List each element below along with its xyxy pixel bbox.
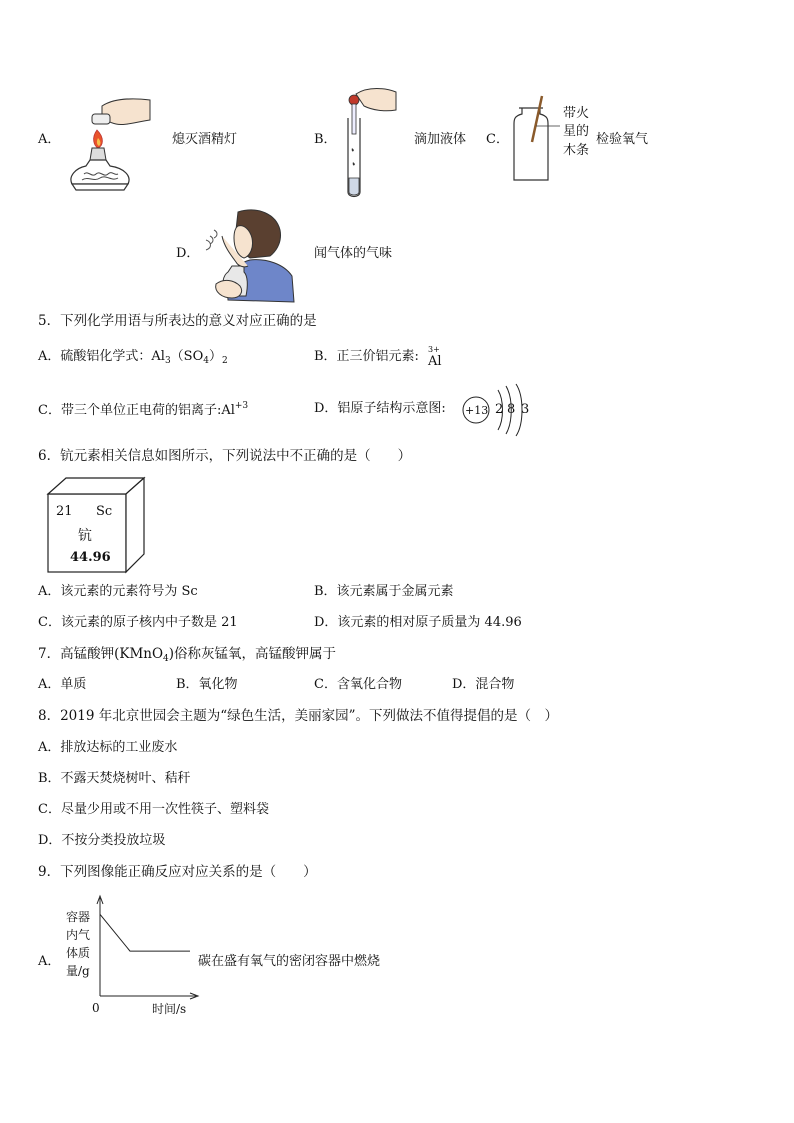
chart-ylabel-line4: 量/g (66, 964, 90, 978)
element-card-name: 钪 (78, 528, 92, 544)
q8-option-b: B．不露天焚烧树叶、秸秆 (38, 771, 191, 786)
gas-mass-vs-time-chart (90, 892, 200, 1000)
q4-option-a-text: 熄灭酒精灯 (172, 132, 238, 147)
element-card-symbol: Sc (96, 504, 113, 519)
q5-option-c: C．带三个单位正电荷的铝离子$:Al^{+3}$ (38, 401, 249, 418)
al-shell-1-count: 2 (495, 402, 504, 417)
smelling-gas-boy-illustration (200, 206, 296, 302)
q4-option-c-text: 检验氧气 (596, 132, 649, 147)
q9-stem: 9．下列图像能正确反应对应关系的是（ ） (38, 864, 317, 880)
q4-option-b-text: 滴加液体 (414, 132, 467, 147)
chart-ylabel-line1: 容器 (66, 910, 91, 924)
chart-xlabel: 时间/s (152, 1002, 187, 1016)
q6-option-c: C．该元素的原子核内中子数是 21 (38, 615, 238, 630)
q8-option-c: C．尽量少用或不用一次性筷子、塑料袋 (38, 802, 269, 817)
q4-option-c-label-line3: 木条 (563, 143, 590, 158)
q8-option-a: A．排放达标的工业废水 (38, 740, 178, 755)
q5-option-b: B．正三价铝元素: (314, 349, 419, 364)
q8-option-d: D．不按分类投放垃圾 (38, 833, 166, 848)
q4-option-c-label-line2: 星的 (563, 124, 590, 139)
q7-option-b: B．氧化物 (176, 677, 238, 692)
extinguish-alcohol-lamp-illustration (62, 96, 154, 192)
q5-option-b-charge: 3+ (428, 345, 440, 354)
q7-option-c: C．含氧化合物 (314, 677, 402, 692)
gas-jar-oxygen-test-illustration (510, 92, 560, 184)
q7-option-a: A．单质 (38, 677, 87, 692)
q5-option-a: A．硫酸铝化学式：$Al_3(SO_4)_2$ (38, 349, 228, 366)
q4-option-a-letter: A． (38, 132, 61, 147)
chart-ylabel-line3: 体质 (66, 946, 91, 960)
al-nucleus-charge: +13 (465, 404, 489, 417)
q9-option-a-letter: A． (38, 954, 61, 969)
element-card-atomic-number: 21 (56, 504, 73, 519)
al-shell-2-count: 8 (507, 402, 516, 417)
q4-option-c-letter: C． (486, 132, 509, 147)
q6-option-a: A．该元素的元素符号为 Sc (38, 584, 198, 599)
q9-option-a-caption: 碳在盛有氧气的密闭容器中燃烧 (198, 954, 381, 969)
q7-stem: 7．高锰酸钾(KMnO$_4$)俗称灰锰氧，高锰酸钾属于 (38, 646, 337, 664)
q6-option-b: B．该元素属于金属元素 (314, 584, 454, 599)
q7-option-d: D．混合物 (452, 677, 515, 692)
element-card-mass: 44.96 (70, 550, 111, 565)
al-shell-3-count: 3 (521, 402, 530, 417)
chart-ylabel-line2: 内气 (66, 928, 91, 942)
q5-option-b-symbol: Al (428, 354, 442, 369)
chart-series-line-0 (100, 914, 190, 951)
q6-stem: 6．钪元素相关信息如图所示，下列说法中不正确的是（ ） (38, 448, 412, 464)
dropper-test-tube-illustration (338, 88, 398, 198)
q4-option-b-letter: B． (314, 132, 337, 147)
chart-origin-label: 0 (92, 1001, 100, 1015)
q6-option-d: D．该元素的相对原子质量为 44.96 (314, 615, 522, 630)
q5-option-d: D．铝原子结构示意图: (314, 401, 446, 416)
q4-option-c-label-line1: 带火 (563, 106, 590, 121)
q4-option-d-text: 闻气体的气味 (314, 246, 393, 261)
q4-option-d-letter: D． (176, 246, 200, 261)
q8-stem: 8．2019 年北京世园会主题为“绿色生活，美丽家园”。下列做法不值得提倡的是（ ） (38, 708, 559, 724)
q5-stem: 5．下列化学用语与所表达的意义对应正确的是 (38, 313, 317, 329)
